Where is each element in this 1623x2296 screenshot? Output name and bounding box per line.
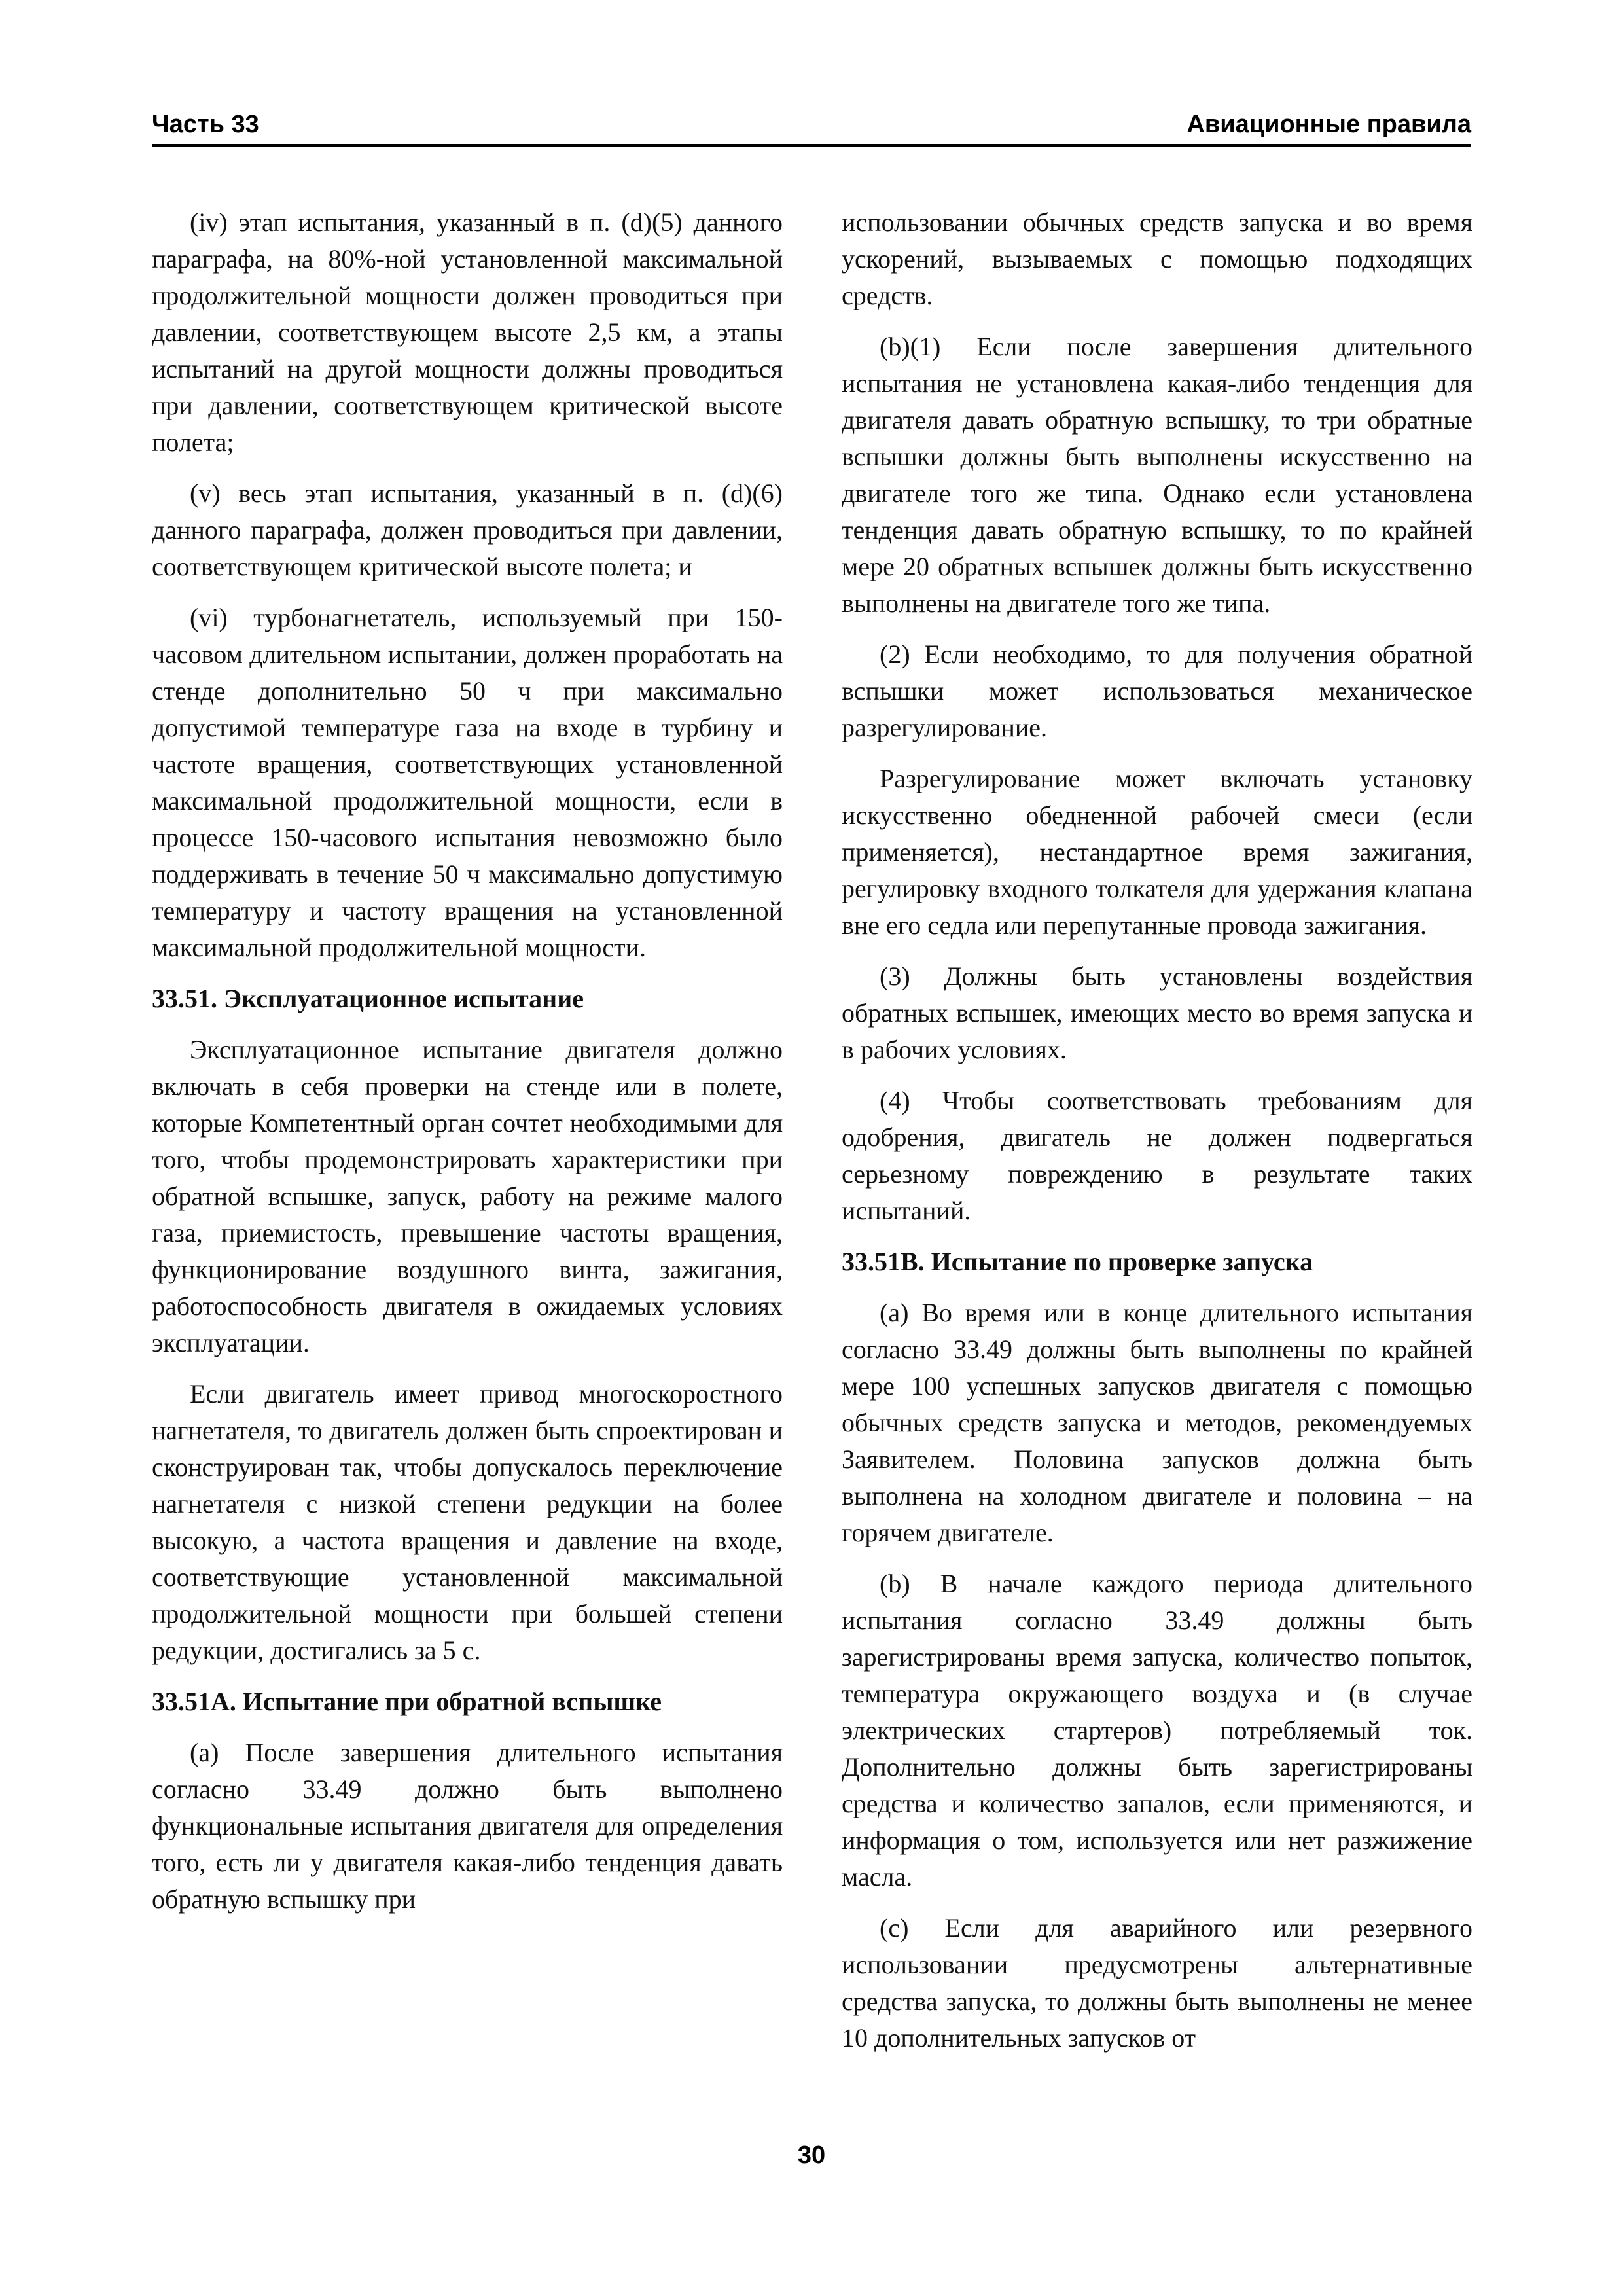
paragraph-b1: (b)(1) Если после завершения длительного испытания не установлена какая-либо тенденция для двигателя давать обратную вспышку, то три обратные вспышки должны быть выполнены искусственно на двигателе того же типа. Однако если установлена тенденция давать обратную вспышку, то по крайней мере 20 обратных вспышек должны быть искусственно выполнены на двигателе того же типа. — [842, 332, 1472, 618]
paragraph-33-51b-c: (c) Если для аварийного или резервного использовании предусмотрены альтернативные средства запуска, то должны быть выполнены не менее 10 дополнительных запусков от — [842, 1913, 1472, 2053]
header-part-label: Часть 33 — [152, 111, 259, 138]
paragraph-vi: (vi) турбонагнетатель, используемый при 150-часовом длительном испытании, должен проработать на стенде дополнительно 50 ч при максимально допустимой температуре газа на входе в турбину и частоте вращения, соответствующих установленной максимальной продолжительной мощности, если в процессе 150-часового испытания невозможно было поддерживать в течение 50 ч максимально допустимую температуру и частоту вращения на установленной максимальной продолжительной мощности. — [152, 603, 783, 962]
paragraph-33-51b-a: (a) Во время или в конце длительного испытания согласно 33.49 должны быть выполнены по крайней мере 100 успешных запусков двигателя с помощью обычных средств запуска и методов, рекомендуемых Заявителем. Половина запусков должна быть выполнена на холодном двигателе и половина – на горячем двигателе. — [842, 1298, 1472, 1547]
header-doc-title: Авиационные правила — [1186, 111, 1471, 138]
right-column — [842, 204, 1472, 2071]
paragraph-2: (2) Если необходимо, то для получения обратной вспышки может использоваться механическое разрегулирование. — [842, 639, 1472, 742]
section-heading-33-51b: 33.51В. Испытание по проверке запуска — [842, 1247, 1313, 1276]
paragraph-v: (v) весь этап испытания, указанный в п. (d)(6) данного параграфа, должен проводиться при давлении, соответствующем критической высоте полета; и — [152, 478, 783, 581]
paragraph-33-51-second: Если двигатель имеет привод многоскоростного нагнетателя, то двигатель должен быть спроектирован и сконструирован так, чтобы допускалось переключение нагнетателя с низкой степени редукции на более высокую, а частота вращения и давление на входе, соответствующие установленной максимальной продолжительной мощности при большей степени редукции, достигались за 5 с. — [152, 1379, 783, 1665]
paragraph-33-51a-a: (a) После завершения длительного испытания согласно 33.49 должно быть выполнено функциональные испытания двигателя для определения того, есть ли у двигателя какая-либо тенденция давать обратную вспышку при — [152, 1738, 783, 1914]
paragraph-4: (4) Чтобы соответствовать требованиям для одобрения, двигатель не должен подвергаться серьезному повреждению в результате таких испытаний. — [842, 1086, 1472, 1225]
paragraph-razregulirovanie: Разрегулирование может включать установку искусственно обедненной рабочей смеси (если применяется), нестандартное время зажигания, регулировку входного толкателя для удержания клапана вне его седла или перепутанные провода зажигания. — [842, 764, 1472, 940]
section-heading-33-51: 33.51. Эксплуатационное испытание — [152, 984, 584, 1013]
page-number: 30 — [797, 2142, 826, 2169]
paragraph-3: (3) Должны быть установлены воздействия обратных вспышек, имеющих место во время запуска и в рабочих условиях. — [842, 961, 1472, 1064]
left-column — [152, 204, 783, 1932]
paragraph-33-51-first: Эксплуатационное испытание двигателя должно включать в себя проверки на стенде или в полете, которые Компетентный орган сочтет необходимыми для того, чтобы продемонстрировать характеристики при обратной вспышке, запуск, работу на режиме малого газа, приемистость, превышение частоты вращения, функционирование воздушного винта, зажигания, работоспособность двигателя в ожидаемых условиях эксплуатации. — [152, 1035, 783, 1357]
section-heading-33-51a: 33.51А. Испытание при обратной вспышке — [152, 1687, 662, 1716]
paragraph-iv: (iv) этап испытания, указанный в п. (d)(5) данного параграфа, на 80%-ной установленной максимальной продолжительной мощности должен проводиться при давлении, соответствующем высоте 2,5 км, а этапы испытаний на другой мощности должны проводиться при давлении, соответствующем критической высоте полета; — [152, 207, 783, 457]
paragraph-continuation: использовании обычных средств запуска и во время ускорений, вызываемых с помощью подходящих средств. — [842, 207, 1472, 310]
paragraph-33-51b-b: (b) В начале каждого периода длительного испытания согласно 33.49 должны быть зарегистрированы время запуска, количество попыток, температура окружающего воздуха и (в случае электрических стартеров) потребляемый ток. Дополнительно должны быть зарегистрированы средства и количество запалов, если применяются, и информация о том, используется или нет разжижение масла. — [842, 1569, 1472, 1892]
page-header — [152, 106, 1471, 147]
